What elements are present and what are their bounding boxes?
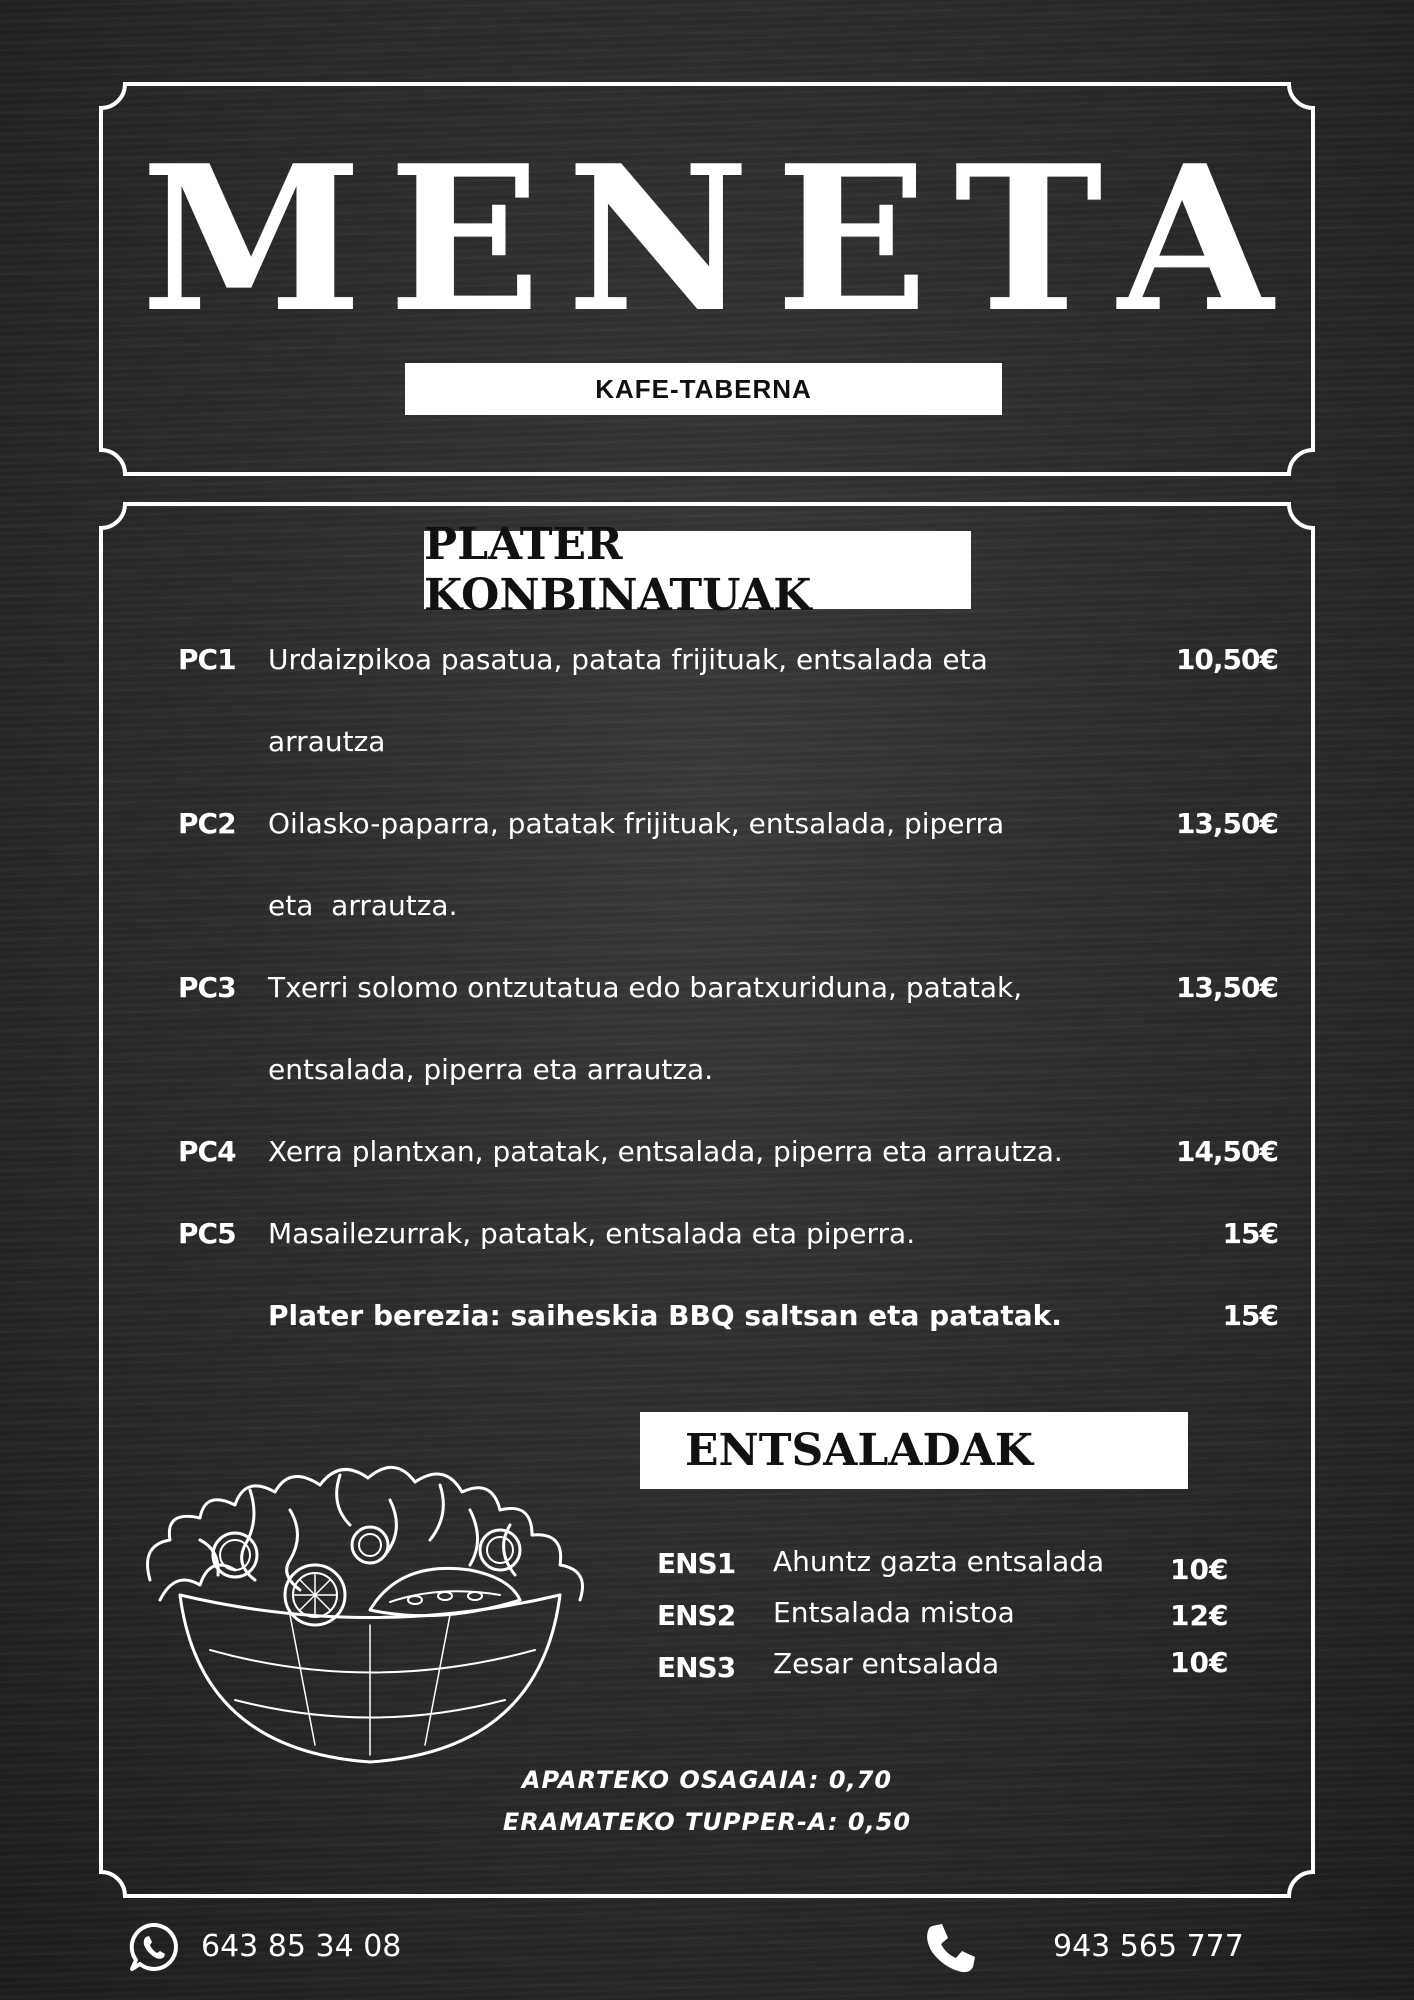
section-heading-combos: PLATER KONBINATUAK	[424, 531, 971, 609]
extra-ingredient-price: APARTEKO OSAGAIA: 0,70	[521, 1766, 893, 1794]
item-description-continued: entsalada, piperra eta arrautza.	[268, 1053, 714, 1086]
takeaway-tupper-price: ERAMATEKO TUPPER-A: 0,50	[502, 1808, 912, 1836]
section-heading-salads: ENTSALADAK	[640, 1412, 1188, 1489]
item-description: Xerra plantxan, patatak, entsalada, piperra eta arrautza.	[268, 1135, 1063, 1168]
item-price: 15€	[1222, 1217, 1278, 1250]
item-code: PC2	[178, 807, 236, 840]
whatsapp-icon	[128, 1921, 180, 1973]
special-dish-description: Plater berezia: saiheskia BBQ saltsan eta patatak.	[268, 1299, 1062, 1332]
whatsapp-number[interactable]: 643 85 34 08	[201, 1929, 402, 1964]
salad-description: Ahuntz gazta entsalada	[773, 1545, 1105, 1578]
phone-number[interactable]: 943 565 777	[1053, 1929, 1244, 1964]
item-code: PC1	[178, 643, 236, 676]
restaurant-title: MENETA	[140, 122, 1300, 357]
item-code: PC3	[178, 971, 236, 1004]
salad-code: ENS3	[657, 1651, 736, 1684]
item-description: Urdaizpikoa pasatua, patata frijituak, entsalada eta	[268, 643, 988, 676]
salad-price: 12€	[1170, 1599, 1229, 1632]
item-description: Oilasko-paparra, patatak frijituak, entsalada, piperra	[268, 807, 1005, 840]
salad-description: Entsalada mistoa	[773, 1596, 1015, 1629]
salad-bowl-illustration	[140, 1450, 600, 1770]
salad-price: 10€	[1170, 1553, 1229, 1586]
special-dish-price: 15€	[1222, 1299, 1278, 1332]
salad-price: 10€	[1170, 1646, 1229, 1679]
item-price: 14,50€	[1175, 1135, 1278, 1168]
item-description: Masailezurrak, patatak, entsalada eta piperra.	[268, 1217, 916, 1250]
phone-icon	[922, 1920, 978, 1976]
salad-code: ENS2	[657, 1599, 736, 1632]
item-description-continued: eta arrautza.	[268, 889, 458, 922]
item-price: 13,50€	[1175, 971, 1278, 1004]
item-price: 13,50€	[1175, 807, 1278, 840]
restaurant-subtitle: KAFE-TABERNA	[405, 363, 1002, 415]
item-price: 10,50€	[1175, 643, 1278, 676]
salad-description: Zesar entsalada	[773, 1647, 1000, 1680]
item-code: PC5	[178, 1217, 236, 1250]
item-description: Txerri solomo ontzutatua edo baratxuriduna, patatak,	[268, 971, 1023, 1004]
salad-code: ENS1	[657, 1547, 736, 1580]
item-description-continued: arrautza	[268, 725, 386, 758]
item-code: PC4	[178, 1135, 236, 1168]
